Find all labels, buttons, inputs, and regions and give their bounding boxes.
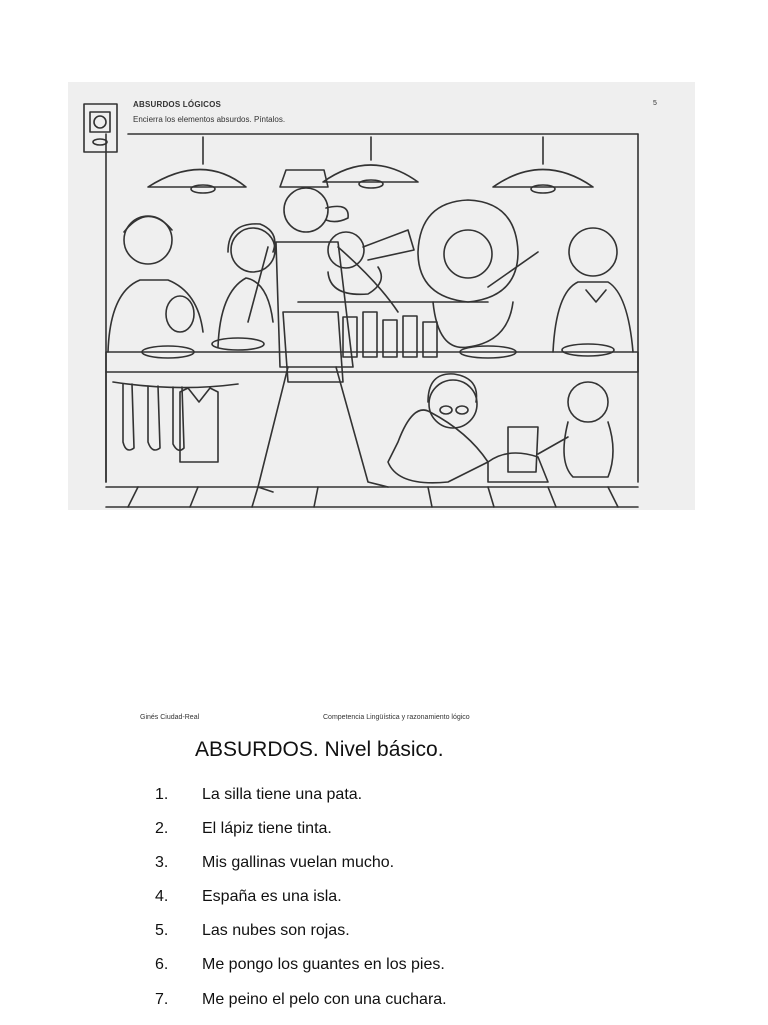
item-text: Las nubes son rojas. — [202, 922, 350, 940]
list-item — [155, 991, 447, 1025]
list-item — [155, 820, 447, 854]
item-text: Me pongo los guantes en los pies. — [202, 956, 445, 974]
lamp-center — [323, 137, 418, 188]
subject-header: Competencia Lingüística y razonamiento lógico — [323, 714, 470, 721]
worksheet-title: ABSURDOS LÓGICOS — [133, 100, 222, 109]
waiter — [248, 170, 488, 492]
item-number: 6. — [155, 956, 169, 974]
worksheet-page-number: 5 — [653, 100, 657, 107]
list-item — [155, 956, 447, 990]
man-right — [553, 228, 633, 352]
document-title: ABSURDOS. Nivel básico. — [195, 738, 444, 761]
lamp-right — [493, 137, 593, 193]
item-text: La silla tiene una pata. — [202, 786, 363, 803]
item-number: 3. — [155, 854, 169, 872]
item-number: 7. — [155, 990, 169, 1008]
list-item — [155, 888, 447, 922]
item-number: 2. — [155, 820, 169, 838]
item-number: 1. — [155, 786, 169, 803]
woman — [218, 224, 275, 347]
lamp-left — [148, 137, 246, 193]
list-item — [155, 854, 447, 888]
child — [538, 382, 613, 477]
grandmother — [388, 374, 488, 483]
worksheet-instruction: Encierra los elementos absurdos. Píntalos. — [133, 115, 286, 124]
item-text: Mis gallinas vuelan mucho. — [202, 854, 395, 872]
man-left — [108, 216, 203, 352]
item-text: España es una isla. — [202, 888, 342, 906]
author-header: Ginés Ciudad-Real — [140, 714, 200, 721]
scene-drawing — [68, 82, 695, 510]
lion — [418, 200, 538, 347]
item-text: Me peino el pelo con una cuchara. — [202, 990, 447, 1008]
item-number: 4. — [155, 888, 169, 906]
list-item — [155, 786, 447, 820]
list-item — [155, 922, 447, 956]
absurd-statements-list — [155, 786, 447, 1025]
item-text: El lápiz tiene tinta. — [202, 820, 332, 838]
absurd-scene-illustration — [68, 82, 695, 510]
item-number: 5. — [155, 922, 169, 940]
